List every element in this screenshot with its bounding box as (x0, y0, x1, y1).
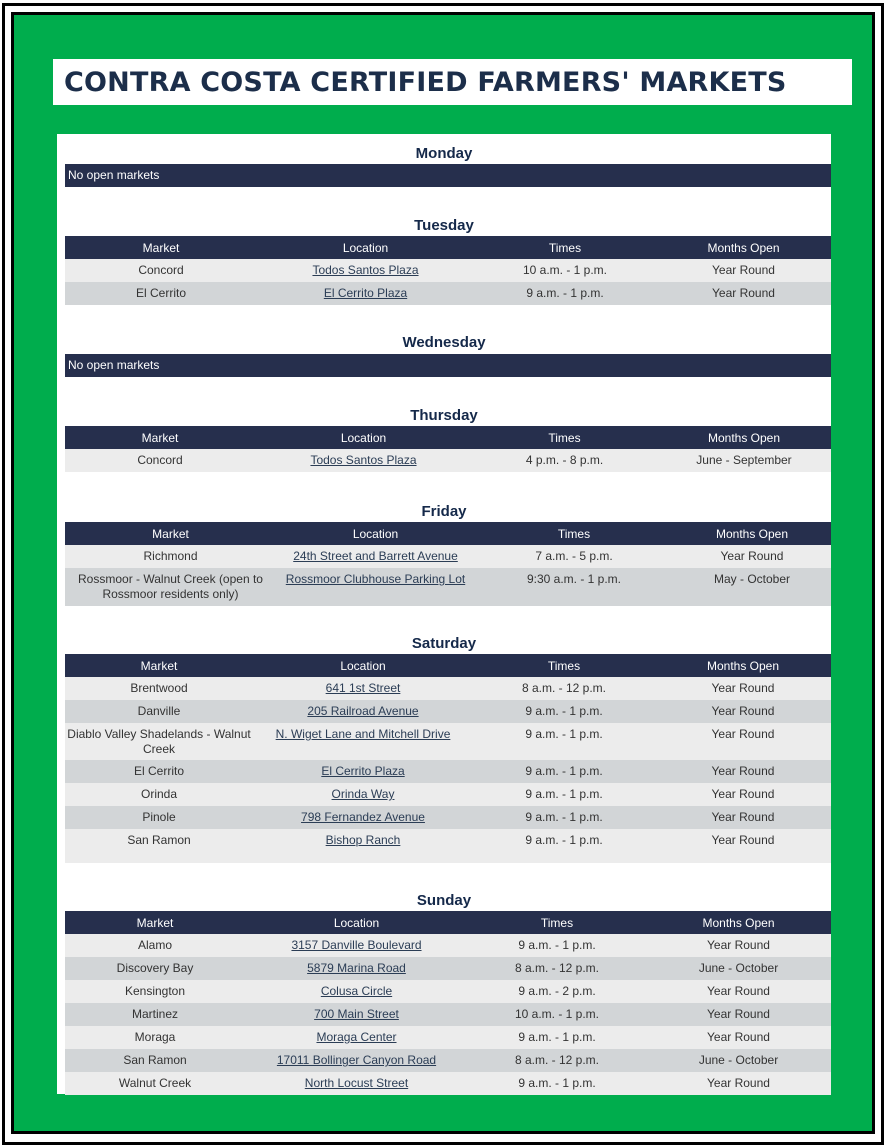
market-name: Rossmoor - Walnut Creek (open to Rossmoor residents only) (65, 568, 276, 606)
times-cell: 9 a.m. - 1 p.m. (473, 783, 655, 806)
market-name: Kensington (65, 980, 245, 1003)
times-cell: 10 a.m. - 1 p.m. (474, 259, 656, 282)
market-name: Pinole (65, 806, 253, 829)
location-link[interactable]: Todos Santos Plaza (312, 263, 419, 277)
location-link[interactable]: N. Wiget Lane and Mitchell Drive (275, 727, 451, 741)
day-heading-saturday: Saturday (411, 635, 477, 652)
table-row (65, 934, 831, 957)
location-cell (276, 545, 475, 568)
times-cell: 9 a.m. - 1 p.m. (473, 829, 655, 863)
months-cell: June - October (646, 1049, 831, 1072)
market-name: Discovery Bay (65, 957, 245, 980)
times-cell: 9 a.m. - 1 p.m. (468, 934, 646, 957)
times-cell: 7 a.m. - 5 p.m. (475, 545, 673, 568)
table-tuesday (65, 236, 831, 305)
times-cell: 9 a.m. - 1 p.m. (473, 806, 655, 829)
times-cell: 8 a.m. - 12 p.m. (473, 677, 655, 700)
market-name: Orinda (65, 783, 253, 806)
day-heading-friday: Friday (421, 503, 467, 520)
col-header-location: Location (245, 911, 468, 934)
location-cell (257, 259, 474, 282)
col-header-months: Months Open (656, 236, 831, 259)
location-cell (245, 1072, 468, 1095)
months-cell: Year Round (655, 677, 831, 700)
col-header-location: Location (253, 654, 473, 677)
months-cell: Year Round (646, 980, 831, 1003)
col-header-months: Months Open (673, 522, 831, 545)
location-link[interactable]: Bishop Ranch (325, 833, 401, 847)
market-name: Moraga (65, 1026, 245, 1049)
location-cell (276, 568, 475, 606)
market-name: Richmond (65, 545, 276, 568)
table-row (65, 760, 831, 783)
months-cell: Year Round (656, 282, 831, 305)
table-row (65, 282, 831, 305)
col-header-location: Location (257, 236, 474, 259)
months-cell: Year Round (646, 1003, 831, 1026)
location-cell (253, 806, 473, 829)
day-heading-wednesday: Wednesday (402, 334, 486, 351)
times-cell: 9 a.m. - 1 p.m. (474, 282, 656, 305)
times-cell: 9 a.m. - 1 p.m. (473, 760, 655, 783)
page-title: CONTRA COSTA CERTIFIED FARMERS' MARKETS (64, 67, 787, 98)
market-name: Walnut Creek (65, 1072, 245, 1095)
location-cell (253, 760, 473, 783)
table-row (65, 568, 831, 606)
table-sunday (65, 911, 831, 1095)
col-header-market: Market (65, 236, 257, 259)
market-name: El Cerrito (65, 760, 253, 783)
day-heading-monday: Monday (415, 145, 473, 162)
no-markets-monday: No open markets (65, 164, 831, 187)
table-row (65, 449, 831, 472)
table-row (65, 700, 831, 723)
col-header-market: Market (65, 911, 245, 934)
location-link[interactable]: El Cerrito Plaza (323, 286, 408, 300)
location-link[interactable]: Orinda Way (331, 787, 395, 801)
months-cell: Year Round (655, 723, 831, 760)
times-cell: 9:30 a.m. - 1 p.m. (475, 568, 673, 606)
times-cell: 4 p.m. - 8 p.m. (472, 449, 657, 472)
location-cell (257, 282, 474, 305)
location-link[interactable]: 700 Main Street (314, 1007, 399, 1021)
schedule-content (57, 134, 831, 1094)
location-cell (255, 449, 472, 472)
location-link[interactable]: El Cerrito Plaza (321, 764, 405, 778)
col-header-times: Times (468, 911, 646, 934)
times-cell: 9 a.m. - 2 p.m. (468, 980, 646, 1003)
market-name: San Ramon (65, 829, 253, 863)
col-header-times: Times (473, 654, 655, 677)
months-cell: Year Round (655, 829, 831, 863)
day-heading-sunday: Sunday (416, 892, 472, 909)
months-cell: Year Round (655, 700, 831, 723)
col-header-market: Market (65, 522, 276, 545)
col-header-months: Months Open (657, 426, 831, 449)
location-link[interactable]: 17011 Bollinger Canyon Road (276, 1053, 437, 1067)
location-cell (253, 829, 473, 863)
table-row (65, 783, 831, 806)
market-name: Danville (65, 700, 253, 723)
table-row (65, 259, 831, 282)
col-header-months: Months Open (646, 911, 831, 934)
no-markets-wednesday: No open markets (65, 354, 831, 377)
months-cell: June - September (657, 449, 831, 472)
months-cell: Year Round (655, 760, 831, 783)
col-header-location: Location (255, 426, 472, 449)
table-row (65, 980, 831, 1003)
table-row (65, 545, 831, 568)
location-link[interactable]: Todos Santos Plaza (310, 453, 417, 467)
location-cell (245, 1026, 468, 1049)
col-header-times: Times (475, 522, 673, 545)
day-heading-tuesday: Tuesday (414, 217, 474, 234)
location-link[interactable]: Rossmoor Clubhouse Parking Lot (285, 572, 466, 586)
location-link[interactable]: North Locust Street (304, 1076, 409, 1090)
months-cell: Year Round (656, 259, 831, 282)
table-thursday (65, 426, 831, 472)
market-name: Brentwood (65, 677, 253, 700)
months-cell: Year Round (673, 545, 831, 568)
location-link[interactable]: Moraga Center (316, 1030, 397, 1044)
times-cell: 8 a.m. - 12 p.m. (468, 1049, 646, 1072)
months-cell: Year Round (646, 1026, 831, 1049)
months-cell: Year Round (646, 934, 831, 957)
location-cell (253, 723, 473, 760)
times-cell: 9 a.m. - 1 p.m. (468, 1072, 646, 1095)
months-cell: June - October (646, 957, 831, 980)
col-header-months: Months Open (655, 654, 831, 677)
months-cell: Year Round (646, 1072, 831, 1095)
table-row (65, 723, 831, 760)
months-cell: Year Round (655, 806, 831, 829)
location-cell (245, 1049, 468, 1072)
location-cell (245, 934, 468, 957)
times-cell: 8 a.m. - 12 p.m. (468, 957, 646, 980)
months-cell: May - October (673, 568, 831, 606)
title-bar (53, 59, 852, 105)
location-link[interactable]: 798 Fernandez Avenue (301, 810, 425, 824)
col-header-location: Location (276, 522, 475, 545)
location-link[interactable]: 205 Railroad Avenue (307, 704, 419, 718)
table-row (65, 829, 831, 863)
market-name: San Ramon (65, 1049, 245, 1072)
market-name: Alamo (65, 934, 245, 957)
location-cell (245, 1003, 468, 1026)
market-name: Concord (65, 259, 257, 282)
table-friday (65, 522, 831, 606)
market-name: Concord (65, 449, 255, 472)
market-name: El Cerrito (65, 282, 257, 305)
table-saturday (65, 654, 831, 863)
col-header-times: Times (474, 236, 656, 259)
table-row (65, 1003, 831, 1026)
times-cell: 9 a.m. - 1 p.m. (468, 1026, 646, 1049)
location-link[interactable]: 641 1st Street (325, 681, 401, 695)
table-row (65, 1026, 831, 1049)
day-heading-thursday: Thursday (410, 407, 478, 424)
months-cell: Year Round (655, 783, 831, 806)
location-link[interactable]: 5879 Marina Road (307, 961, 406, 975)
times-cell: 9 a.m. - 1 p.m. (473, 700, 655, 723)
table-row (65, 806, 831, 829)
location-cell (253, 783, 473, 806)
col-header-market: Market (65, 426, 255, 449)
location-link[interactable]: 3157 Danville Boulevard (291, 938, 422, 952)
market-name: Diablo Valley Shadelands - Walnut Creek (65, 723, 253, 760)
times-cell: 9 a.m. - 1 p.m. (473, 723, 655, 760)
table-row (65, 1049, 831, 1072)
location-cell (245, 980, 468, 1003)
location-link[interactable]: Colusa Circle (320, 984, 393, 998)
table-row (65, 1072, 831, 1095)
location-cell (253, 677, 473, 700)
table-row (65, 677, 831, 700)
times-cell: 10 a.m. - 1 p.m. (468, 1003, 646, 1026)
location-cell (253, 700, 473, 723)
col-header-market: Market (65, 654, 253, 677)
location-link[interactable]: 24th Street and Barrett Avenue (293, 549, 458, 563)
market-name: Martinez (65, 1003, 245, 1026)
location-cell (245, 957, 468, 980)
col-header-times: Times (472, 426, 657, 449)
table-row (65, 957, 831, 980)
